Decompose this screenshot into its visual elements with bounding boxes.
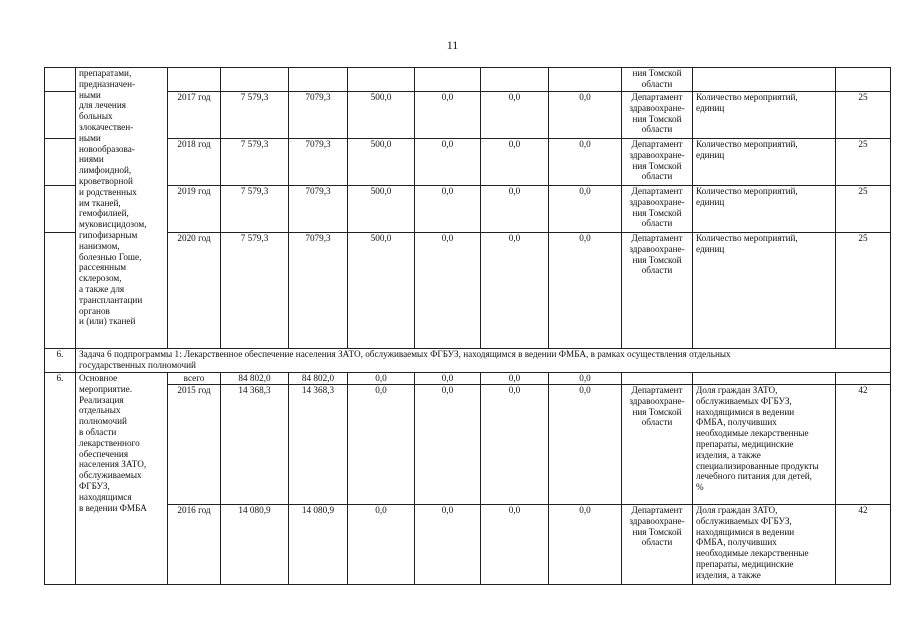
funding-cell: 0,0 — [481, 233, 549, 349]
funding-cell: 0,0 — [415, 385, 481, 505]
executor-cell: Департамент здравоохране- ния Томской области — [622, 92, 693, 139]
activity-number: 6. — [45, 373, 76, 585]
table-row — [45, 139, 891, 186]
task-number: 6. — [45, 349, 76, 373]
total-cell: 7 579,3 — [221, 139, 289, 186]
funding-cell: 0,0 — [481, 139, 549, 186]
funding-cell: 0,0 — [348, 385, 415, 505]
executor-cell: Департамент здравоохране- ния Томской области — [622, 139, 693, 186]
row-number — [45, 68, 76, 92]
total-cell: 14 080,9 — [221, 505, 289, 585]
funding-cell: 0,0 — [481, 505, 549, 585]
executor-cell — [622, 373, 693, 385]
funding-cell: 7079,3 — [289, 186, 348, 233]
funding-cell: 0,0 — [415, 186, 481, 233]
funding-cell — [289, 68, 348, 92]
year-cell: 2016 год — [168, 505, 221, 585]
funding-cell — [415, 68, 481, 92]
table-row — [45, 186, 891, 233]
row-number — [45, 92, 76, 139]
task-title: Задача 6 подпрограммы 1: Лекарственное обеспечение населения ЗАТО, обслуживаемых ФГБУЗ, находящимся в ведении ФМБА, в рамках осуществления отдельных государственных полномочий — [76, 349, 891, 373]
funding-cell: 0,0 — [549, 233, 622, 349]
funding-cell — [549, 68, 622, 92]
value-cell — [836, 68, 891, 92]
value-cell: 42 — [836, 385, 891, 505]
funding-cell: 0,0 — [549, 92, 622, 139]
indicator-cell: Количество мероприятий, единиц — [693, 139, 836, 186]
funding-cell: 0,0 — [549, 186, 622, 233]
funding-cell: 0,0 — [348, 505, 415, 585]
year-cell: 2020 год — [168, 233, 221, 349]
total-cell: 7 579,3 — [221, 186, 289, 233]
table-row — [45, 92, 891, 139]
funding-cell: 0,0 — [481, 92, 549, 139]
executor-cell: ния Томской области — [622, 68, 693, 92]
funding-cell — [481, 68, 549, 92]
indicator-cell: Количество мероприятий, единиц — [693, 233, 836, 349]
indicator-cell — [693, 68, 836, 92]
year-cell: 2015 год — [168, 385, 221, 505]
indicator-cell: Количество мероприятий, единиц — [693, 92, 836, 139]
total-cell: 14 368,3 — [221, 385, 289, 505]
year-cell: всего — [168, 373, 221, 385]
funding-cell: 500,0 — [348, 186, 415, 233]
program-table — [44, 67, 891, 585]
year-cell: 2019 год — [168, 186, 221, 233]
funding-cell: 0,0 — [415, 92, 481, 139]
value-cell: 25 — [836, 233, 891, 349]
funding-cell: 500,0 — [348, 92, 415, 139]
task-row — [45, 349, 891, 373]
funding-cell: 7079,3 — [289, 139, 348, 186]
table-row — [45, 233, 891, 349]
year-cell: 2017 год — [168, 92, 221, 139]
indicator-cell: Доля граждан ЗАТО, обслуживаемых ФГБУЗ, находящимися в ведении ФМБА, получивших необходимые лекарственные препараты, медицинские изделия, а также — [693, 505, 836, 585]
indicator-cell: Доля граждан ЗАТО, обслуживаемых ФГБУЗ, находящимися в ведении ФМБА, получивших необходимые лекарственные препараты, медицинские изделия, а также специализированные продукты лечебного питания для детей, % — [693, 385, 836, 505]
table-row — [45, 68, 891, 92]
funding-cell: 0,0 — [348, 373, 415, 385]
funding-cell: 7079,3 — [289, 233, 348, 349]
value-cell: 25 — [836, 139, 891, 186]
value-cell: 25 — [836, 186, 891, 233]
funding-cell — [348, 68, 415, 92]
value-cell: 42 — [836, 505, 891, 585]
executor-cell: Департамент здравоохране- ния Томской области — [622, 186, 693, 233]
table-row — [45, 505, 891, 585]
indicator-cell: Количество мероприятий, единиц — [693, 186, 836, 233]
funding-cell: 14 368,3 — [289, 385, 348, 505]
executor-cell: Департамент здравоохране- ния Томской области — [622, 505, 693, 585]
table-row — [45, 385, 891, 505]
activity-description: Основное мероприятие. Реализация отдельных полномочий в области лекарственного обеспечения населения ЗАТО, обслуживаемых ФГБУЗ, находящимся в ведении ФМБА — [76, 373, 168, 585]
row-number — [45, 233, 76, 349]
measure-description: препаратами, предназначен- ными для лечения больных злокачествен- ными новообразова- ниями лимфоидной, кроветворной и родственных им тканей, гемофилией, муковисцидозом, гипофизарным нанизмом, болезнью Гоше, рассеянным склерозом, а также для трансплантации органов и (или) тканей — [76, 68, 168, 349]
funding-cell: 0,0 — [481, 385, 549, 505]
funding-cell: 14 080,9 — [289, 505, 348, 585]
funding-cell: 0,0 — [415, 233, 481, 349]
page-number: 11 — [446, 38, 459, 52]
funding-cell: 0,0 — [549, 373, 622, 385]
executor-cell: Департамент здравоохране- ния Томской области — [622, 385, 693, 505]
year-cell: 2018 год — [168, 139, 221, 186]
year-cell — [168, 68, 221, 92]
funding-cell: 0,0 — [481, 373, 549, 385]
funding-cell: 500,0 — [348, 139, 415, 186]
funding-cell: 0,0 — [415, 139, 481, 186]
funding-cell: 0,0 — [549, 505, 622, 585]
funding-cell: 0,0 — [415, 373, 481, 385]
total-cell: 7 579,3 — [221, 92, 289, 139]
table-row — [45, 373, 891, 385]
indicator-cell — [693, 373, 836, 385]
total-cell: 7 579,3 — [221, 233, 289, 349]
total-cell: 84 802,0 — [221, 373, 289, 385]
funding-cell: 7079,3 — [289, 92, 348, 139]
value-cell: 25 — [836, 92, 891, 139]
funding-cell: 0,0 — [549, 385, 622, 505]
row-number — [45, 139, 76, 186]
total-cell — [221, 68, 289, 92]
row-number — [45, 186, 76, 233]
executor-cell: Департамент здравоохране- ния Томской области — [622, 233, 693, 349]
value-cell — [836, 373, 891, 385]
funding-cell: 0,0 — [549, 139, 622, 186]
funding-cell: 500,0 — [348, 233, 415, 349]
funding-cell: 0,0 — [415, 505, 481, 585]
funding-cell: 0,0 — [481, 186, 549, 233]
funding-cell: 84 802,0 — [289, 373, 348, 385]
